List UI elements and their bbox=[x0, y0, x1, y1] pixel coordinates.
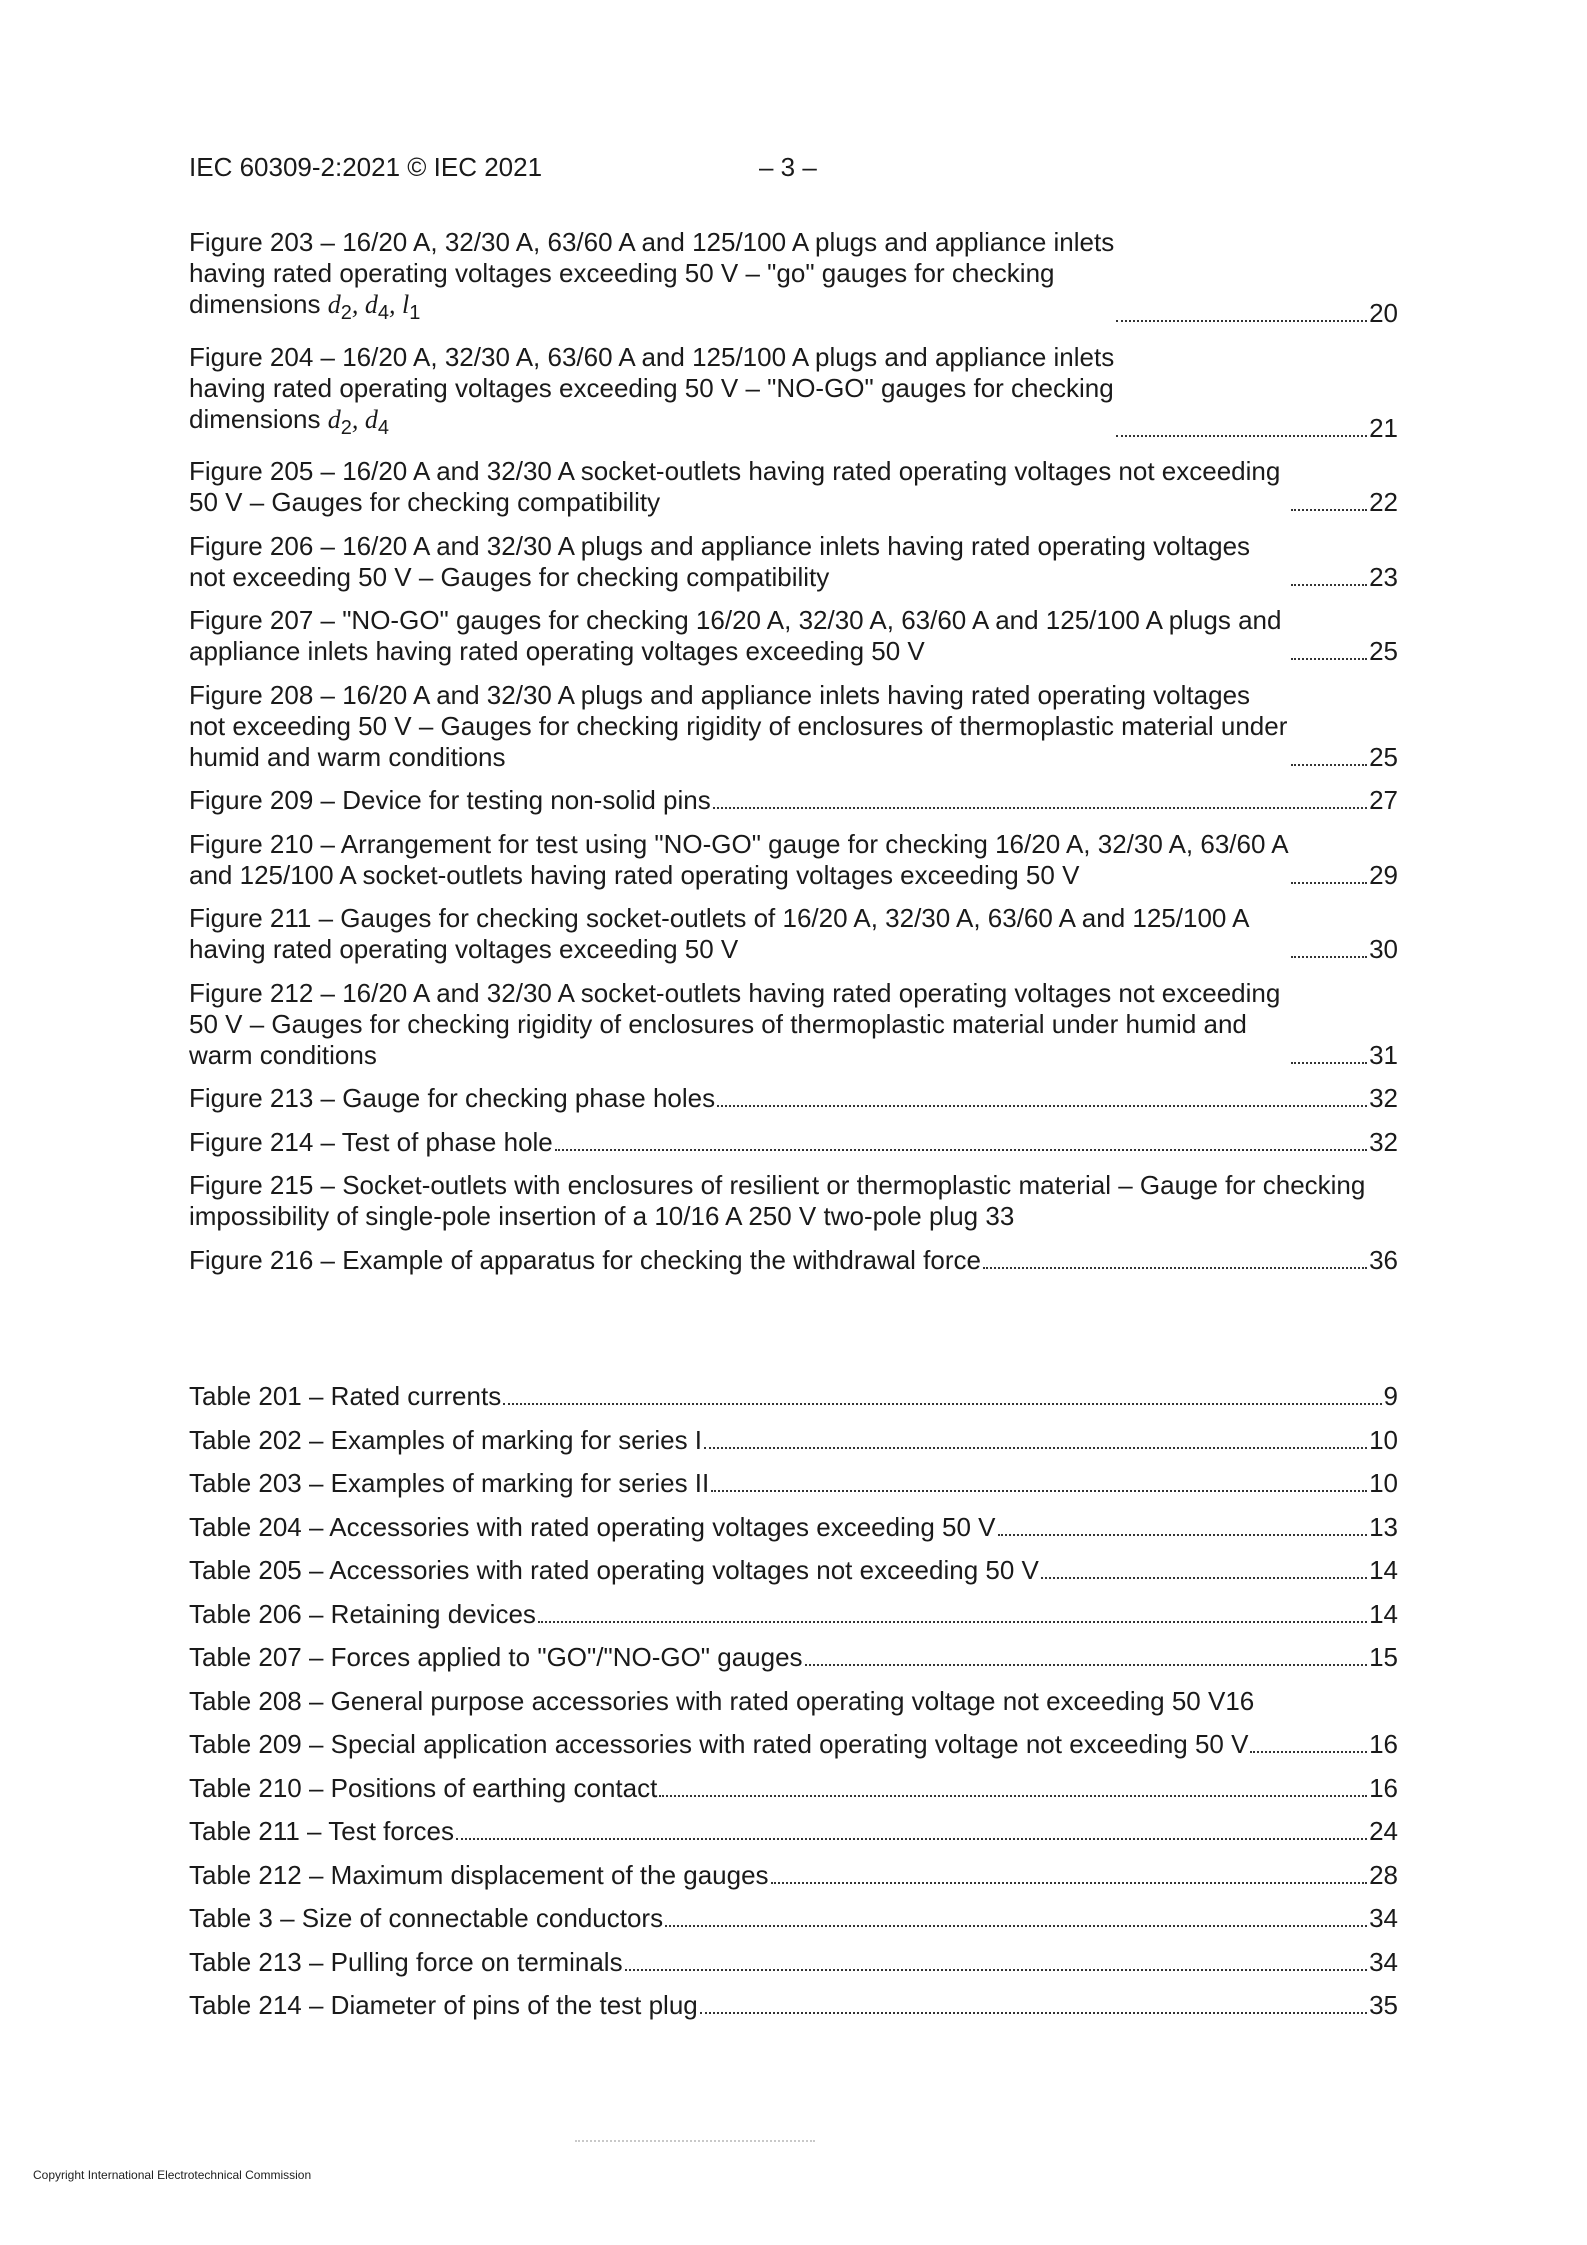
dot-leader bbox=[1291, 657, 1367, 660]
toc-entry-title: Table 212 – Maximum displacement of the gauges bbox=[189, 1859, 769, 1890]
toc-entry-title: Table 207 – Forces applied to "GO"/"NO-GO" gauges bbox=[189, 1642, 803, 1672]
toc-entry-table-211[interactable] bbox=[189, 1816, 1398, 1847]
dot-leader bbox=[771, 1881, 1368, 1884]
toc-page-number: 14 bbox=[1369, 1598, 1398, 1629]
dot-leader bbox=[1291, 1061, 1367, 1064]
dot-leader bbox=[1291, 881, 1367, 884]
page-number: – 3 – bbox=[759, 152, 817, 182]
toc-entry-title: Table 202 – Examples of marking for series I bbox=[189, 1424, 703, 1455]
toc-entry-figure-205[interactable] bbox=[189, 456, 1398, 518]
dot-leader bbox=[1116, 434, 1367, 437]
dot-leader bbox=[713, 806, 1367, 809]
toc-entry-figure-211[interactable] bbox=[189, 903, 1398, 965]
dot-leader bbox=[665, 1924, 1367, 1927]
toc-entry-title: Figure 203 – 16/20 A, 32/30 A, 63/60 A and 125/100 A plugs and appliance inlets having rated operating voltages exceeding 50 V – "go" gauges for checking dimensions $d_2$, $d_4$, $l_1$ bbox=[189, 227, 1115, 325]
toc-entry-title: Table 213 – Pulling force on terminals bbox=[189, 1946, 623, 1977]
toc-page-number: 35 bbox=[1369, 1990, 1398, 2020]
toc-page-number: 21 bbox=[1369, 412, 1398, 443]
dot-leader bbox=[659, 1794, 1367, 1797]
toc-entry-title: Table 206 – Retaining devices bbox=[189, 1598, 536, 1629]
toc-entry-title: Figure 205 – 16/20 A and 32/30 A socket-outlets having rated operating voltages not exceeding 50 V – Gauges for checking compatibility bbox=[189, 456, 1281, 518]
dimension-symbols: $d_2$, $d_4$, $l_1$ bbox=[327, 290, 421, 325]
toc-page-number: 27 bbox=[1369, 785, 1398, 816]
toc-page-number: 9 bbox=[1383, 1381, 1398, 1411]
dot-leader bbox=[805, 1663, 1368, 1666]
toc-entry-table-213[interactable] bbox=[189, 1947, 1398, 1978]
toc-page-number: 20 bbox=[1369, 298, 1398, 329]
toc-page-number: 16 bbox=[1369, 1729, 1398, 1759]
toc-entry-figure-212[interactable] bbox=[189, 978, 1398, 1071]
toc-entry-title: Figure 214 – Test of phase hole bbox=[189, 1126, 553, 1157]
toc-entry-title: Figure 210 – Arrangement for test using "NO-GO" gauge for checking 16/20 A, 32/30 A, 63/60 A and 125/100 A socket-outlets having rated operating voltages exceeding 50 V bbox=[189, 828, 1288, 890]
toc-entry-title: Table 205 – Accessories with rated operating voltages not exceeding 50 V bbox=[189, 1555, 1039, 1585]
toc-entry-figure-203[interactable] bbox=[189, 227, 1398, 329]
dot-leader bbox=[1041, 1576, 1367, 1579]
toc-page-number: 29 bbox=[1369, 859, 1398, 890]
dot-leader bbox=[1116, 319, 1367, 322]
toc-entry-table-204[interactable] bbox=[189, 1512, 1398, 1543]
dot-leader bbox=[456, 1837, 1367, 1840]
toc-entry-table-205[interactable] bbox=[189, 1555, 1398, 1586]
toc-page-number: 16 bbox=[1369, 1772, 1398, 1803]
dot-leader bbox=[1291, 955, 1367, 958]
toc-entry-title: Table 209 – Special application accessories with rated operating voltage not exceeding 50 V bbox=[189, 1729, 1249, 1759]
toc-entry-title: Table 208 – General purpose accessories with rated operating voltage not exceeding 50 V16 bbox=[189, 1685, 1255, 1716]
toc-entry-title: Figure 208 – 16/20 A and 32/30 A plugs and appliance inlets having rated operating voltages not exceeding 50 V – Gauges for checking rigidity of enclosures of thermoplastic material under humid and warm conditions bbox=[189, 679, 1288, 772]
toc-entry-table-209[interactable] bbox=[189, 1729, 1398, 1760]
toc-entry-table-210[interactable] bbox=[189, 1773, 1398, 1804]
toc-entry-figure-209[interactable] bbox=[189, 785, 1398, 816]
dot-leader bbox=[538, 1620, 1367, 1623]
toc-page-number: 34 bbox=[1369, 1903, 1398, 1933]
list-of-tables bbox=[189, 1381, 1398, 2034]
toc-entry-title: Table 201 – Rated currents bbox=[189, 1381, 502, 1411]
toc-entry-figure-215[interactable] bbox=[189, 1170, 1398, 1232]
toc-entry-figure-204[interactable] bbox=[189, 342, 1398, 444]
toc-page-number: 14 bbox=[1369, 1555, 1398, 1585]
dot-leader bbox=[625, 1968, 1367, 1971]
dot-leader bbox=[983, 1266, 1367, 1269]
toc-entry-figure-208[interactable] bbox=[189, 680, 1398, 773]
dot-leader bbox=[1291, 763, 1367, 766]
toc-entry-table-201[interactable] bbox=[189, 1381, 1398, 1412]
toc-entry-title: Table 203 – Examples of marking for series II bbox=[189, 1468, 710, 1498]
toc-entry-figure-214[interactable] bbox=[189, 1127, 1398, 1158]
toc-page-number: 10 bbox=[1369, 1468, 1398, 1498]
toc-page-number: 25 bbox=[1369, 636, 1398, 667]
toc-page-number: 22 bbox=[1369, 487, 1398, 518]
toc-page-number: 36 bbox=[1369, 1244, 1398, 1275]
dot-leader bbox=[704, 1446, 1367, 1449]
dot-leader bbox=[717, 1104, 1367, 1107]
toc-page-number: 13 bbox=[1369, 1511, 1398, 1542]
toc-entry-table-207[interactable] bbox=[189, 1642, 1398, 1673]
toc-entry-figure-207[interactable] bbox=[189, 605, 1398, 667]
toc-entry-title: Table 211 – Test forces bbox=[189, 1816, 454, 1846]
toc-entry-figure-210[interactable] bbox=[189, 829, 1398, 891]
toc-entry-table-208[interactable] bbox=[189, 1686, 1398, 1717]
dimension-symbols: $d_2$, $d_4$ bbox=[327, 404, 389, 439]
toc-entry-figure-206[interactable] bbox=[189, 531, 1398, 593]
document-identifier: IEC 60309-2:2021 © IEC 2021 bbox=[189, 152, 543, 182]
toc-page-number: 23 bbox=[1369, 561, 1398, 592]
toc-entry-table-203[interactable] bbox=[189, 1468, 1398, 1499]
copyright-notice: Copyright International Electrotechnical Commission bbox=[33, 2168, 312, 2182]
dot-leader bbox=[503, 1402, 1381, 1405]
toc-entry-title: Figure 206 – 16/20 A and 32/30 A plugs and appliance inlets having rated operating voltages not exceeding 50 V – Gauges for checking compatibility bbox=[189, 530, 1251, 592]
toc-entry-title: Figure 216 – Example of apparatus for checking the withdrawal force bbox=[189, 1244, 981, 1275]
toc-page-number: 30 bbox=[1369, 934, 1398, 965]
toc-page-number: 32 bbox=[1369, 1083, 1398, 1114]
scan-artifact-line bbox=[575, 2136, 815, 2142]
toc-page-number: 24 bbox=[1369, 1816, 1398, 1846]
dot-leader bbox=[1291, 508, 1367, 511]
dot-leader bbox=[555, 1148, 1367, 1151]
toc-entry-figure-216[interactable] bbox=[189, 1245, 1398, 1276]
toc-page-number: 25 bbox=[1369, 741, 1398, 772]
toc-entry-table-3[interactable] bbox=[189, 1903, 1398, 1934]
dot-leader bbox=[700, 2011, 1367, 2014]
toc-page-number: 15 bbox=[1369, 1642, 1398, 1672]
toc-page-number: 34 bbox=[1369, 1946, 1398, 1977]
toc-entry-title: Table 204 – Accessories with rated operating voltages exceeding 50 V bbox=[189, 1511, 996, 1542]
toc-entry-table-206[interactable] bbox=[189, 1599, 1398, 1630]
toc-entry-title: Table 3 – Size of connectable conductors bbox=[189, 1903, 664, 1933]
toc-page-number: 28 bbox=[1369, 1859, 1398, 1890]
list-of-figures bbox=[189, 227, 1398, 1288]
toc-entry-table-202[interactable] bbox=[189, 1425, 1398, 1456]
toc-page-number: 32 bbox=[1369, 1126, 1398, 1157]
toc-entry-title: Figure 207 – "NO-GO" gauges for checking 16/20 A, 32/30 A, 63/60 A and 125/100 A plugs and appliance inlets having rated operating voltages exceeding 50 V bbox=[189, 605, 1282, 667]
toc-entry-table-214[interactable] bbox=[189, 1990, 1398, 2021]
dot-leader bbox=[711, 1489, 1367, 1492]
toc-entry-title: Figure 209 – Device for testing non-solid pins bbox=[189, 785, 711, 816]
dot-leader bbox=[1291, 583, 1367, 586]
toc-entry-title: Figure 212 – 16/20 A and 32/30 A socket-outlets having rated operating voltages not exceeding 50 V – Gauges for checking rigidity of enclosures of thermoplastic material under humid and warm conditions bbox=[189, 977, 1281, 1070]
toc-entry-title: Figure 204 – 16/20 A, 32/30 A, 63/60 A and 125/100 A plugs and appliance inlets having rated operating voltages exceeding 50 V – "NO-GO" gauges for checking dimensions $d_2$, $d_4$ bbox=[189, 341, 1115, 439]
toc-entry-title: Table 214 – Diameter of pins of the test plug bbox=[189, 1990, 698, 2020]
dot-leader bbox=[998, 1533, 1368, 1536]
dot-leader bbox=[1250, 1750, 1367, 1753]
toc-entry-title: Figure 213 – Gauge for checking phase holes bbox=[189, 1083, 716, 1114]
toc-entry-title: Figure 211 – Gauges for checking socket-outlets of 16/20 A, 32/30 A, 63/60 A and 125/100 A having rated operating voltages exceeding 50 V bbox=[189, 903, 1249, 965]
toc-entry-figure-213[interactable] bbox=[189, 1083, 1398, 1114]
toc-entry-table-212[interactable] bbox=[189, 1860, 1398, 1891]
toc-entry-title: Table 210 – Positions of earthing contact bbox=[189, 1772, 658, 1803]
toc-entry-title: Figure 215 – Socket-outlets with enclosures of resilient or thermoplastic material – Gauge for checking impossibility of single-pole insertion of a 10/16 A 250 V two-pole plug 33 bbox=[189, 1170, 1366, 1232]
toc-page-number: 31 bbox=[1369, 1039, 1398, 1070]
toc-page-number: 10 bbox=[1369, 1424, 1398, 1455]
